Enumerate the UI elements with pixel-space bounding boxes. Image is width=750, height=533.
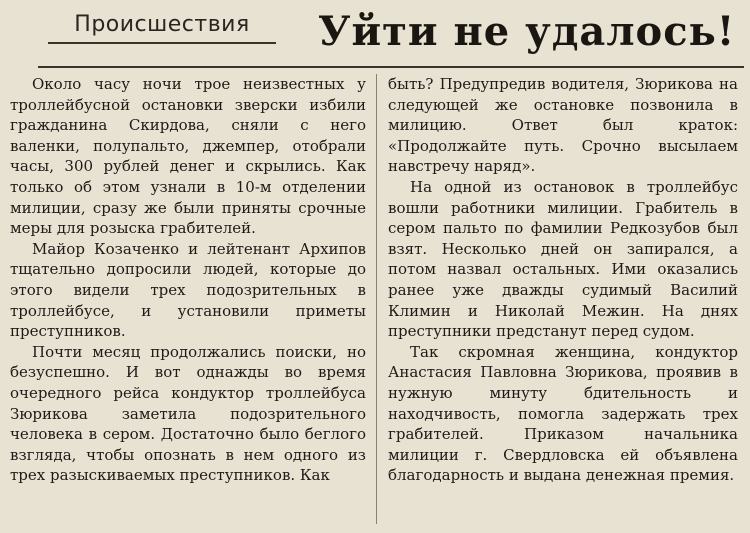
section-rubric: Происшествия (48, 9, 276, 44)
column-divider (376, 74, 377, 524)
paragraph: Так скромная женщина, кондуктор Анастасия Павловна Зюрикова, проявив в нужную минуту бдительность и находчивость, помогла задержать трех грабителей. Приказом начальника милиции г. Свердловска ей объявлена благодарность и выдана денежная премия. (388, 342, 738, 485)
paragraph: На одной из остановок в троллейбус вошли работники милиции. Грабитель в сером пальто по фамилии Редкозубов был взят. Несколько дней он запирался, а потом назвал остальных. Ими оказались ранее уже дважды судимый Василий Климин и Николай Межин. На днях преступники предстанут перед судом. (388, 177, 738, 341)
paragraph: Почти месяц продолжались поиски, но безуспешно. И вот однажды во время очередного рейса кондуктор троллейбуса Зюрикова заметила подозрительного человека в сером. Достаточно было беглого взгляда, чтобы опознать в нем одного из трех разыскиваемых преступников. Как (10, 342, 366, 485)
paragraph: Около часу ночи трое неизвестных у троллейбусной остановки зверски избили гражданина Скирдова, сняли с него валенки, полупальто, джемпер, отобрали часы, 300 рублей денег и скрылись. Как только об этом узнали в 10-м отделении милиции, сразу же были приняты срочные меры для розыска грабителей. (10, 75, 366, 238)
header-rule (38, 66, 744, 68)
paragraph: Майор Козаченко и лейтенант Архипов тщательно допросили людей, которые до этого видели трех подозрительных в троллейбусе, и установили приметы преступников. (10, 239, 366, 341)
article-headline: Уйти не удалось! (318, 8, 736, 55)
right-column (388, 74, 738, 486)
paragraph-continuation: быть? Предупредив водителя, Зюрикова на следующей же остановке позвонила в милицию. Ответ был краток: «Продолжайте путь. Срочно высылаем навстречу наряд». (388, 75, 738, 176)
left-column (10, 74, 366, 486)
